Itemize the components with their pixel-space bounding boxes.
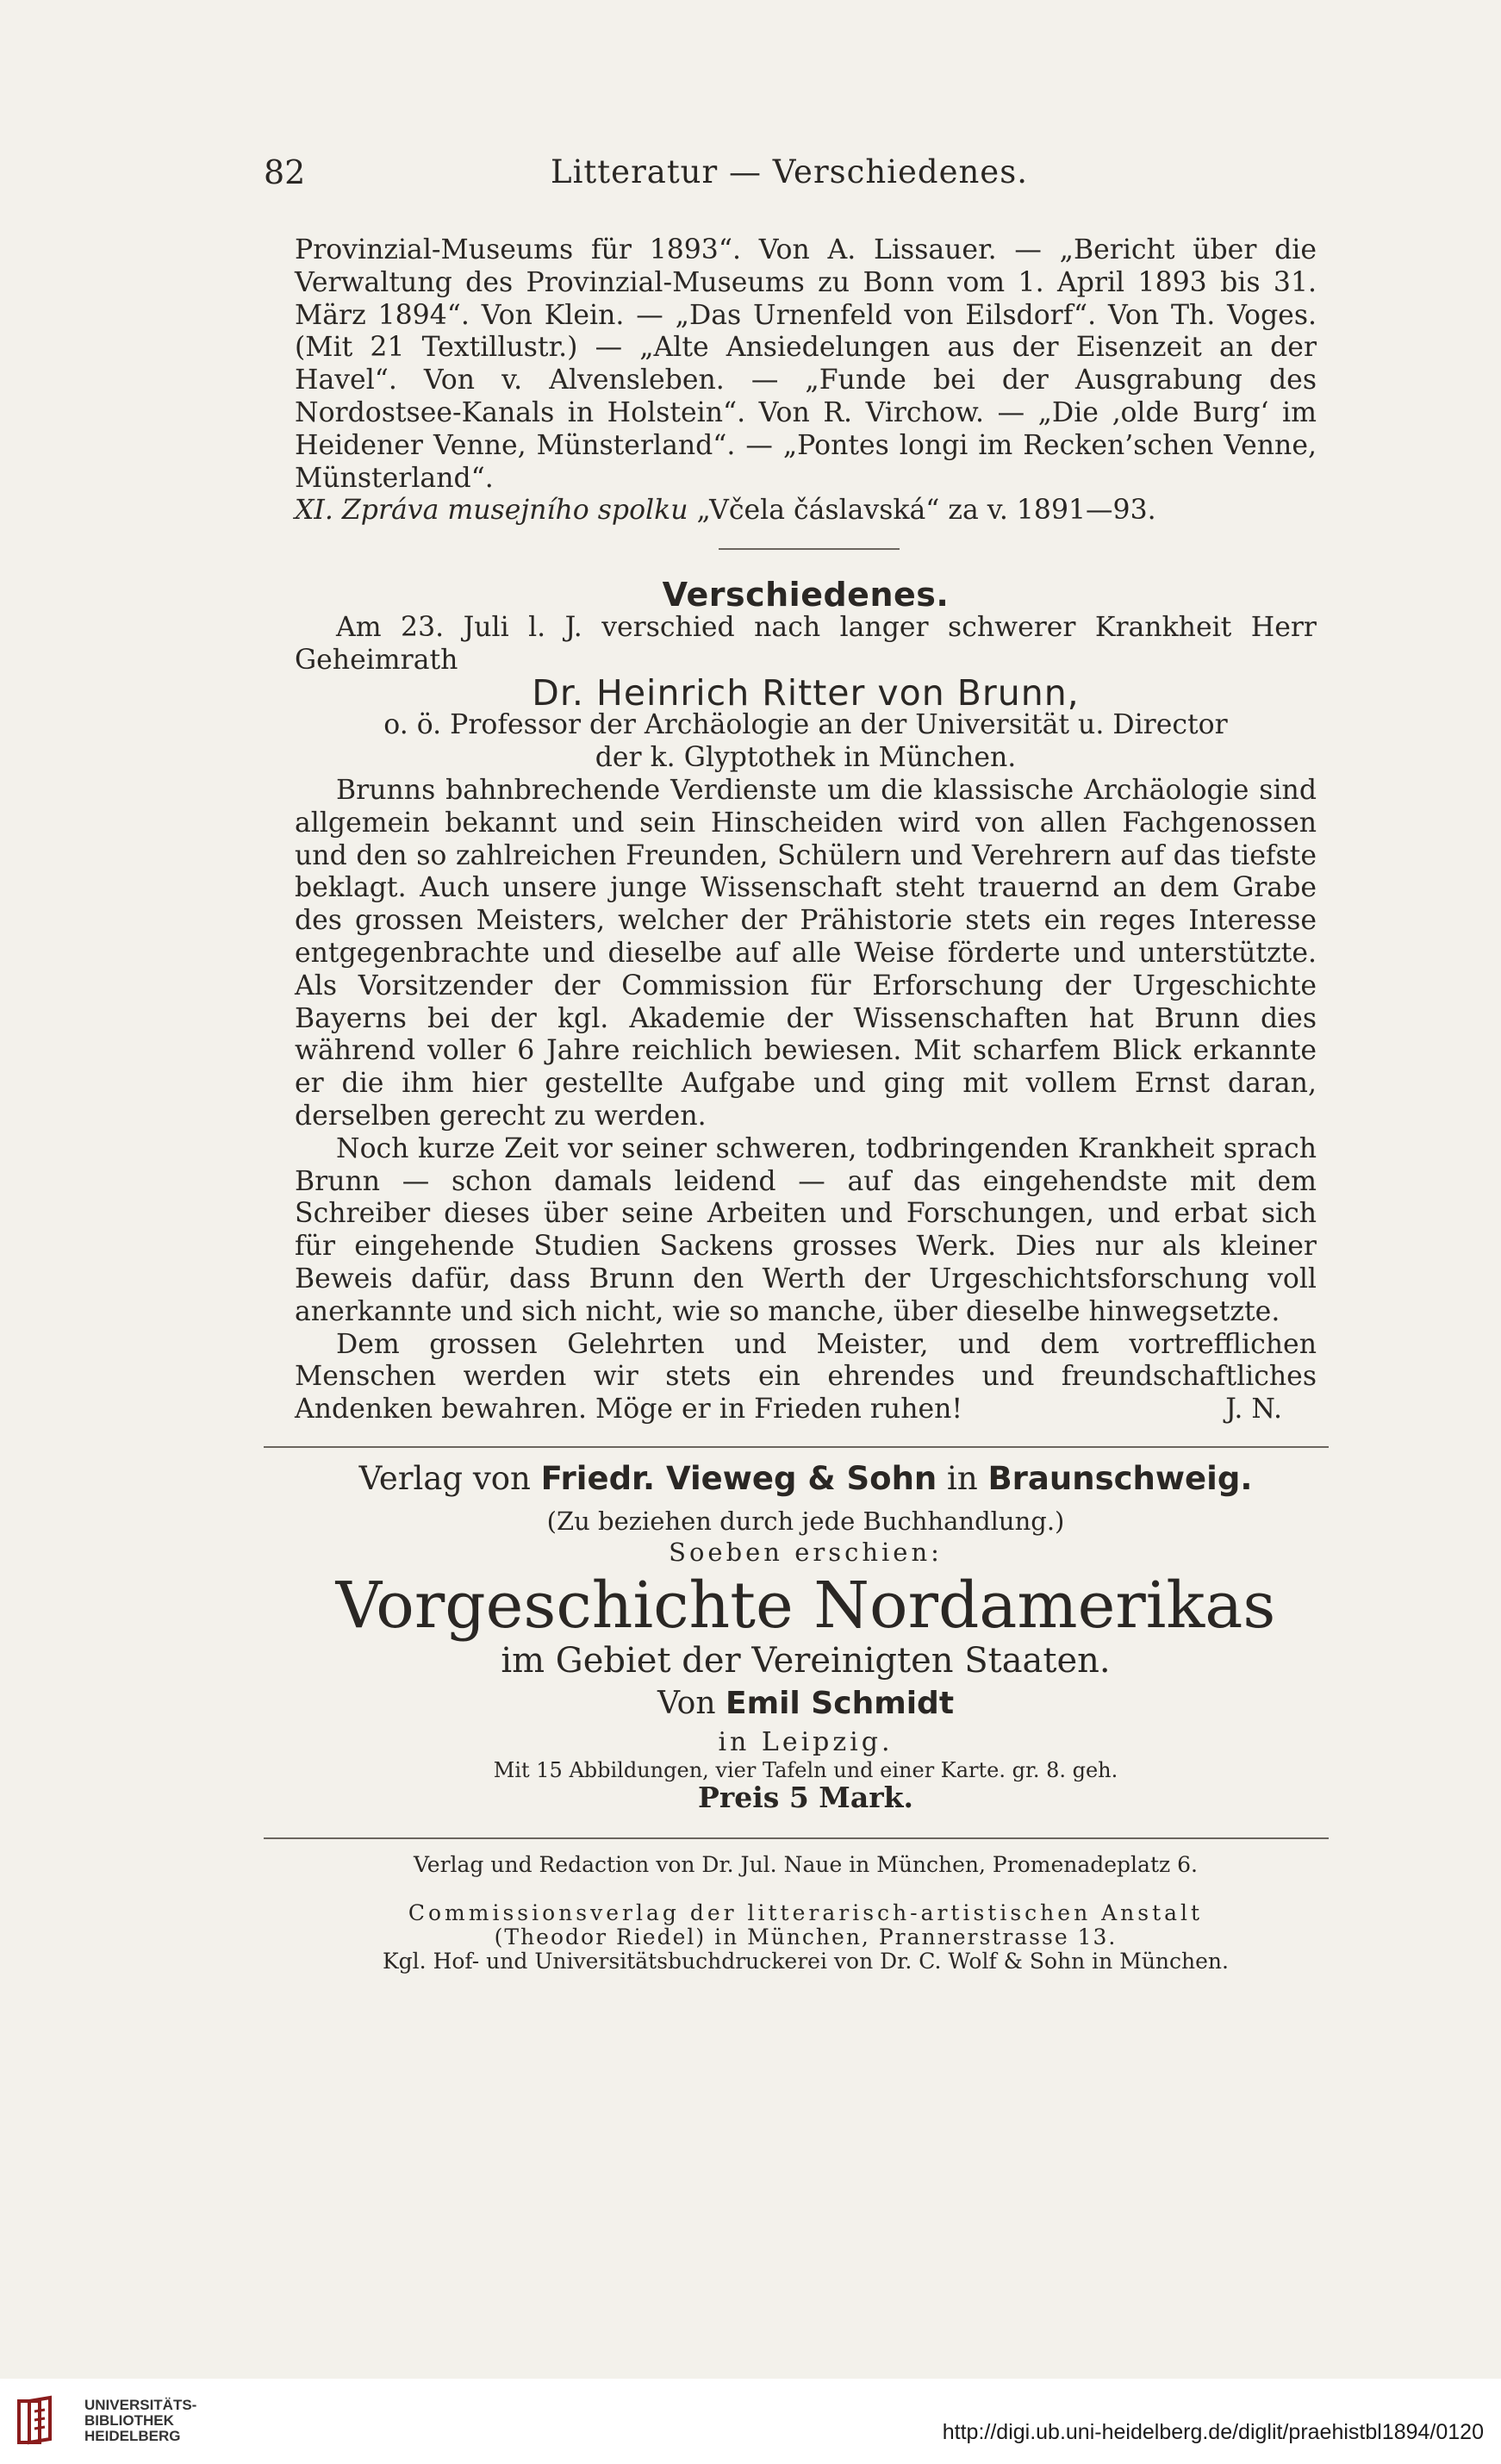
honoree-position-2: der k. Glyptothek in München. [595, 742, 1017, 774]
just-published: Soeben erschien: [669, 1538, 943, 1567]
advertisement-divider [264, 1446, 1329, 1448]
honoree-name: Dr. Heinrich Ritter von Brunn, [532, 671, 1080, 714]
library-name-line-2: BIBLIOTHEK [84, 2412, 174, 2429]
permalink-url[interactable]: http://digi.ub.uni-heidelberg.de/diglit/praehistbl1894/0120 [942, 2420, 1484, 2444]
running-title: Litteratur — Verschiedenes. [551, 153, 1028, 190]
literature-item-xi [295, 495, 1317, 527]
literature-paragraph: Provinzial-Museums für 1893“. Von A. Lissauer. — „Bericht über die Verwaltung des Provinzial-Museums zu Bonn vom 1. April 1893 bis 31. März 1894“. Von Klein. — „Das Urnenfeld von Eilsdorf“. Von Th. Voges. (Mit 21 Textillustr.) — „Alte Ansiedelungen aus der Eisenzeit an der Havel“. Von v. Alvensleben. — „Funde bei der Ausgrabung des Nordostsee-Kanals in Holstein“. Von R. Virchow. — „Die ‚olde Burg‘ im Heidener Venne, Münsterland“. — „Pontes longi im Recken’schen Venne, Münsterland“. [295, 234, 1317, 494]
viewer-footer [0, 2379, 1501, 2464]
publisher-city: Braunschweig. [987, 1460, 1253, 1497]
page-header [264, 153, 1315, 196]
obituary-paragraph-1: Brunns bahnbrechende Verdienste um die klassische Archäologie sind allgemein bekannt und sein Hinscheiden wird von allen Fachgenossen und den so zahlreichen Freunden, Schülern und Verehrern auf das tiefste beklagt. Auch unsere junge Wissenschaft steht trauernd an dem Grabe des grossen Meisters, welcher der Prähistorie stets ein reges Interesse entgegenbrachte und dieselbe auf alle Weise förderte und unterstützte. Als Vorsitzender der Commission für Erforschung der Urgeschichte Bayerns bei der kgl. Akademie der Wissenschaften hat Brunn dies während voller 6 Jahre reichlich bewiesen. Mit scharfem Blick erkannte er die ihm hier gestellte Aufgabe und ging mit vollem Ernst daran, derselben gerecht zu werden. [295, 774, 1317, 1132]
item-xi-label: XI. [295, 495, 333, 527]
obituary-paragraph-3 [295, 1329, 1317, 1426]
publisher-prefix: Verlag von [358, 1460, 531, 1497]
section-title: Verschiedenes. [662, 576, 950, 614]
publisher-name: Friedr. Vieweg & Sohn [540, 1460, 937, 1497]
imprint-line-3: (Theodor Riedel) in München, Prannerstrasse 13. [494, 1924, 1118, 1949]
library-logo-icon [16, 2394, 69, 2448]
imprint-line-2: Commissionsverlag der litterarisch-artistischen Anstalt [408, 1900, 1204, 1925]
imprint-line-1: Verlag und Redaction von Dr. Jul. Naue in München, Promenadeplatz 6. [414, 1852, 1198, 1877]
author-line [295, 1686, 1317, 1721]
imprint-divider [264, 1837, 1329, 1839]
literature-list [295, 234, 1317, 527]
book-subtitle: im Gebiet der Vereinigten Staaten. [501, 1641, 1111, 1681]
author-prefix: Von [657, 1686, 716, 1721]
author-name: Emil Schmidt [725, 1686, 955, 1721]
library-name-line-1: UNIVERSITÄTS- [84, 2397, 197, 2413]
obituary [295, 612, 1317, 1426]
book-details: Mit 15 Abbildungen, vier Tafeln und einer Karte. gr. 8. geh. [493, 1758, 1118, 1782]
item-xi-title: Zpráva musejního spolku [341, 495, 688, 527]
obituary-intro: Am 23. Juli l. J. verschied nach langer schwerer Krankheit Herr Geheimrath [295, 612, 1317, 676]
book-price: Preis 5 Mark. [698, 1781, 913, 1814]
section-divider [719, 548, 900, 550]
item-xi-rest: „Včela čáslavská“ za v. 1891—93. [696, 495, 1156, 527]
book-title: Vorgeschichte Nordamerikas [335, 1569, 1276, 1643]
library-name-line-3: HEIDELBERG [84, 2428, 181, 2444]
honoree-position-1: o. ö. Professor der Archäologie an der Universität u. Director [383, 709, 1228, 741]
availability-note: (Zu beziehen durch jede Buchhandlung.) [546, 1506, 1065, 1536]
signature: J. N. [1225, 1394, 1282, 1425]
publisher-in: in [947, 1460, 978, 1497]
imprint-line-4: Kgl. Hof- und Universitätsbuchdruckerei von Dr. C. Wolf & Sohn in München. [383, 1949, 1229, 1974]
obituary-paragraph-3-text: Dem grossen Gelehrten und Meister, und dem vortrefflichen Menschen werden wir stets ein ehrendes und freundschaftliches Andenken bewahren. Möge er in Frieden ruhen! [295, 1328, 1317, 1425]
obituary-paragraph-2: Noch kurze Zeit vor seiner schweren, todbringenden Krankheit sprach Brunn — schon damals leidend — auf das eingehendste mit dem Schreiber dieses über seine Arbeiten und Forschungen, und erbat sich für eingehende Studien Sackens grosses Werk. Dies nur als kleiner Beweis dafür, dass Brunn den Werth der Urgeschichtsforschung voll anerkannte und sich nicht, wie so manche, über dieselbe hinwegsetzte. [295, 1132, 1317, 1327]
publisher-line [295, 1460, 1317, 1497]
page-number: 82 [264, 153, 306, 191]
library-name [84, 2398, 196, 2444]
author-city: in Leipzig. [718, 1727, 894, 1757]
